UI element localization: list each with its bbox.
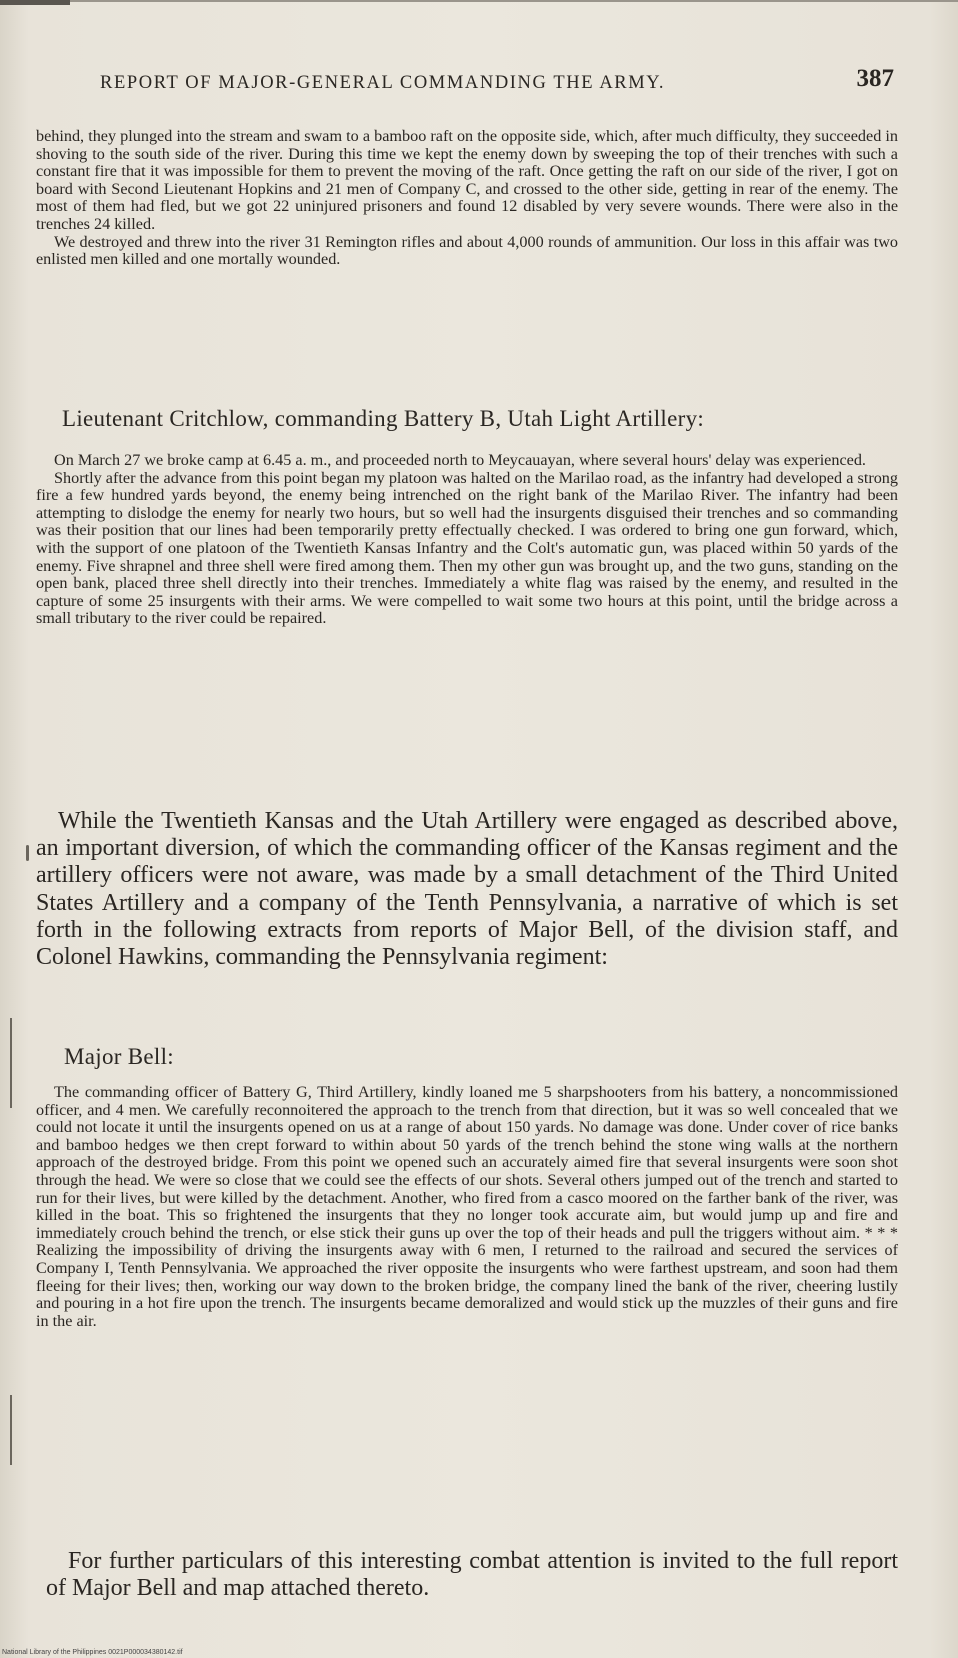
section-continuation (36, 128, 898, 269)
paragraph: For further particulars of this interesting combat attention is invited to the full report of Major Bell and map attached thereto. (46, 1548, 898, 1602)
margin-mark (10, 1018, 12, 1108)
running-header-title: REPORT OF MAJOR-GENERAL COMMANDING THE ARMY. (100, 73, 666, 93)
running-header (94, 63, 894, 97)
margin-mark (26, 845, 29, 861)
paragraph: The commanding officer of Battery G, Third Artillery, kindly loaned me 5 sharpshooters from his battery, a noncommissioned officer, and 4 men. We carefully reconnoitered the approach to the trench from that direction, but it was so well concealed that we could not locate it until the insurgents opened on us at a range of about 150 yards. No damage was done. Under cover of rice banks and bamboo hedges we then crept forward to within about 50 yards of the trench behind the stone wing walls at the northern approach of the destroyed bridge. From this point we opened such an accurately aimed fire that several insurgents were soon shot through the head. We were so close that we could see the effects of our shots. Several others jumped out of the trench and started to run for their lives, but were killed by the detachment. Another, who fired from a casco moored on the farther bank of the river, was killed in the boat. This so frightened the insurgents that they no longer took accurate aim, but would jump up and fire and immediately crouch behind the trench, or else stick their guns up over the top of their heads and pull the triggers without aim. * * * Realizing the impossibility of driving the insurgents away with 6 men, I returned to the railroad and secured the services of Company I, Tenth Pennsylvania. We approached the river opposite the insurgents who were farthest upstream, and soon had them fleeing for their lives; then, working our way down to the broken bridge, the company lined the bank of the river, cheering lustily and pouring in a hot fire upon the trench. The insurgents became demoralized and would stick up the muzzles of their guns and fire in the air. (36, 1083, 898, 1330)
section-critchlow-report (36, 452, 898, 628)
scan-edge-shadow (0, 0, 70, 5)
paragraph: On March 27 we broke camp at 6.45 a. m., and proceeded north to Meycauayan, where several hours' delay was experienced. (54, 451, 866, 469)
paragraph: behind, they plunged into the stream and swam to a bamboo raft on the opposite side, which, after much difficulty, they succeeded in shoving to the south side of the river. During this time we kept the enemy down by sweeping the top of their trenches with such a constant fire that it was impossible for them to prevent the moving of the raft. Once getting the raft on our side of the river, I got on board with Second Lieutenant Hopkins and 21 men of Company C, and crossed to the other side, getting in rear of the enemy. The most of them had fled, but we got 22 uninjured prisoners and found 12 disabled by very severe wounds. There were also in the trenches 24 killed. (36, 127, 898, 233)
narrative-paragraph (36, 808, 898, 971)
paragraph: Shortly after the advance from this point began my platoon was halted on the Marilao road, as the infantry had developed a strong fire a few hundred yards beyond, the enemy being intrenched on the right bank of the Marilao River. The infantry had been attempting to dislodge the enemy for nearly two hours, but so well had the insurgents disguised their trenches and so commanding was their position that our lines had been temporarily pretty effectually checked. I was ordered to bring one gun forward, which, with the support of one platoon of the Twentieth Kansas Infantry and the Colt's automatic gun, was placed within 50 yards of the enemy. Five shrapnel and three shell were fired among them. Then my other gun was brought up, and the two guns, standing on the open bank, placed three shell directly into their trenches. Immediately a white flag was raised by the enemy, and resulted in the capture of some 25 insurgents with their arms. We were compelled to wait some two hours at this point, until the bridge across a small tributary to the river could be repaired. (36, 468, 898, 628)
section-heading-bell: Major Bell: (64, 1044, 174, 1069)
page-number: 387 (856, 65, 894, 92)
paragraph: While the Twentieth Kansas and the Utah Artillery were engaged as described above, an important diversion, of which the commanding officer of the Kansas regiment and the artillery officers were not aware, was made by a small detachment of the Third United States Artillery and a company of the Tenth Pennsylvania, a narrative of which is set forth in the following extracts from reports of Major Bell, of the division staff, and Colonel Hawkins, commanding the Pennsylvania regiment: (36, 808, 898, 971)
scan-footer: National Library of the Philippines 0021P000034380142.tif (2, 1649, 183, 1656)
section-heading-critchlow: Lieutenant Critchlow, commanding Battery B, Utah Light Artillery: (62, 406, 705, 431)
paragraph: We destroyed and threw into the river 31 Remington rifles and about 4,000 rounds of ammunition. Our loss in this affair was two enlisted men killed and one mortally wounded. (36, 232, 898, 269)
scan-edge-line (70, 0, 958, 2)
section-bell-report (36, 1084, 898, 1330)
closing-paragraph (46, 1548, 898, 1602)
margin-mark (10, 1395, 12, 1465)
